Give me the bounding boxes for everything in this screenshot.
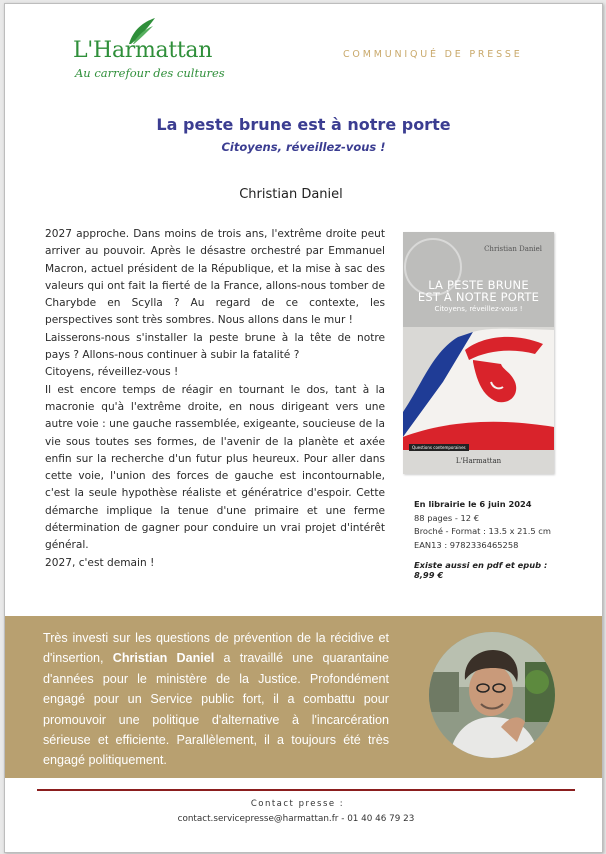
bio-text-end: a travaillé une quarantaine d'années pour le ministère de la Justice. Profondément engagé pour un Service public fort, il a combattu pour promouvoir une politique d'alternative à l'incarcération sérieuse et efficiente. Parallèlement, il a toujours été très engagé politiquement. [43,651,390,768]
bio-author-name: Christian Daniel [112,651,215,666]
press-release-label: COMMUNIQUÉ DE PRESSE [343,49,523,60]
contact-details[interactable]: contact.servicepresse@harmattan.fr - 01 40 46 79 23 [177,814,415,824]
paragraph: Citoyens, réveillez-vous ! [45,366,179,379]
book-cover [403,232,554,474]
cover-publisher: L'Harmattan [455,457,502,465]
paragraph: 2027, c'est demain ! [45,556,155,569]
paragraph: Laisserons-nous s'installer la peste brune à la tête de notre pays ? Allons-nous continuer à subir la fatalité ? [45,331,385,362]
cover-title [403,279,554,303]
digital-price: 8,99 € [414,570,444,580]
logo-name: L'Harmattan [73,38,213,63]
logo-tagline: Au carrefour des cultures [75,66,225,80]
paragraph: Il est encore temps de réagir en tournant le dos, tant à la macronie qu'à l'extrême droite, en nous dirigeant vers une autre voie : une gauche rassemblée, exigeante, soucieuse de la vie sous toutes ses formes, de l'avenir de la planète et axée enfin sur la recherche d'un futur plus heureux. Pour aller dans cette voie, l'union des forces de gauche est incontournable, c'est la seule hypothèse réaliste et génératrice d'espoir. Cette démarche implique la tenue d'une primaire et une ferme détermination de gagner pour conduire un vrai projet d'intérêt général. [45,383,385,552]
book-title: La peste brune est à notre porte [156,115,451,134]
pages-price: 88 pages - 12 € [414,512,479,523]
book-details [414,498,584,580]
book-format: Broché - Format : 13.5 x 21.5 cm [414,526,551,536]
paragraph: 2027 approche. Dans moins de trois ans, l'extrême droite peut arriver au pouvoir. Après le désastre orchestré par Emmanuel Macron, actuel président de la République, et la mise à sac des valeurs qui ont fait la fierté de la France, allons-nous tomber de Charybde en Scylla ? Au regard de ce contexte, les perspectives sont très sombres. Nous allons dans le mur ! [45,228,385,327]
digital-formats [414,560,584,580]
author-bio [43,628,389,771]
ean-code: EAN13 : 9782336465258 [414,539,519,550]
author-portrait-image [429,632,555,758]
publisher-logo [73,16,233,86]
author-name: Christian Daniel [239,187,343,202]
author-bio-section [5,616,602,778]
digital-formats-label: Existe aussi en pdf et epub : [414,560,548,570]
cover-series: Questions contemporaines [409,444,469,451]
cover-title-line: LA PESTE BRUNE [428,278,529,292]
book-subtitle: Citoyens, réveillez-vous ! [221,140,386,154]
bio-text-start: Très investi sur les questions de prévention de la récidive et d'insertion, [43,631,389,666]
footer-divider [37,789,575,791]
cover-subtitle: Citoyens, réveillez-vous ! [434,305,523,313]
author-photo [429,632,555,758]
cover-title-line: EST À NOTRE PORTE [417,290,540,304]
cover-artwork [403,232,554,474]
press-release-page [4,3,603,853]
cover-author: Christian Daniel [484,245,542,253]
contact-label: Contact presse : [250,799,345,809]
release-date: En librairie le 6 juin 2024 [414,499,532,509]
book-description [45,226,385,572]
